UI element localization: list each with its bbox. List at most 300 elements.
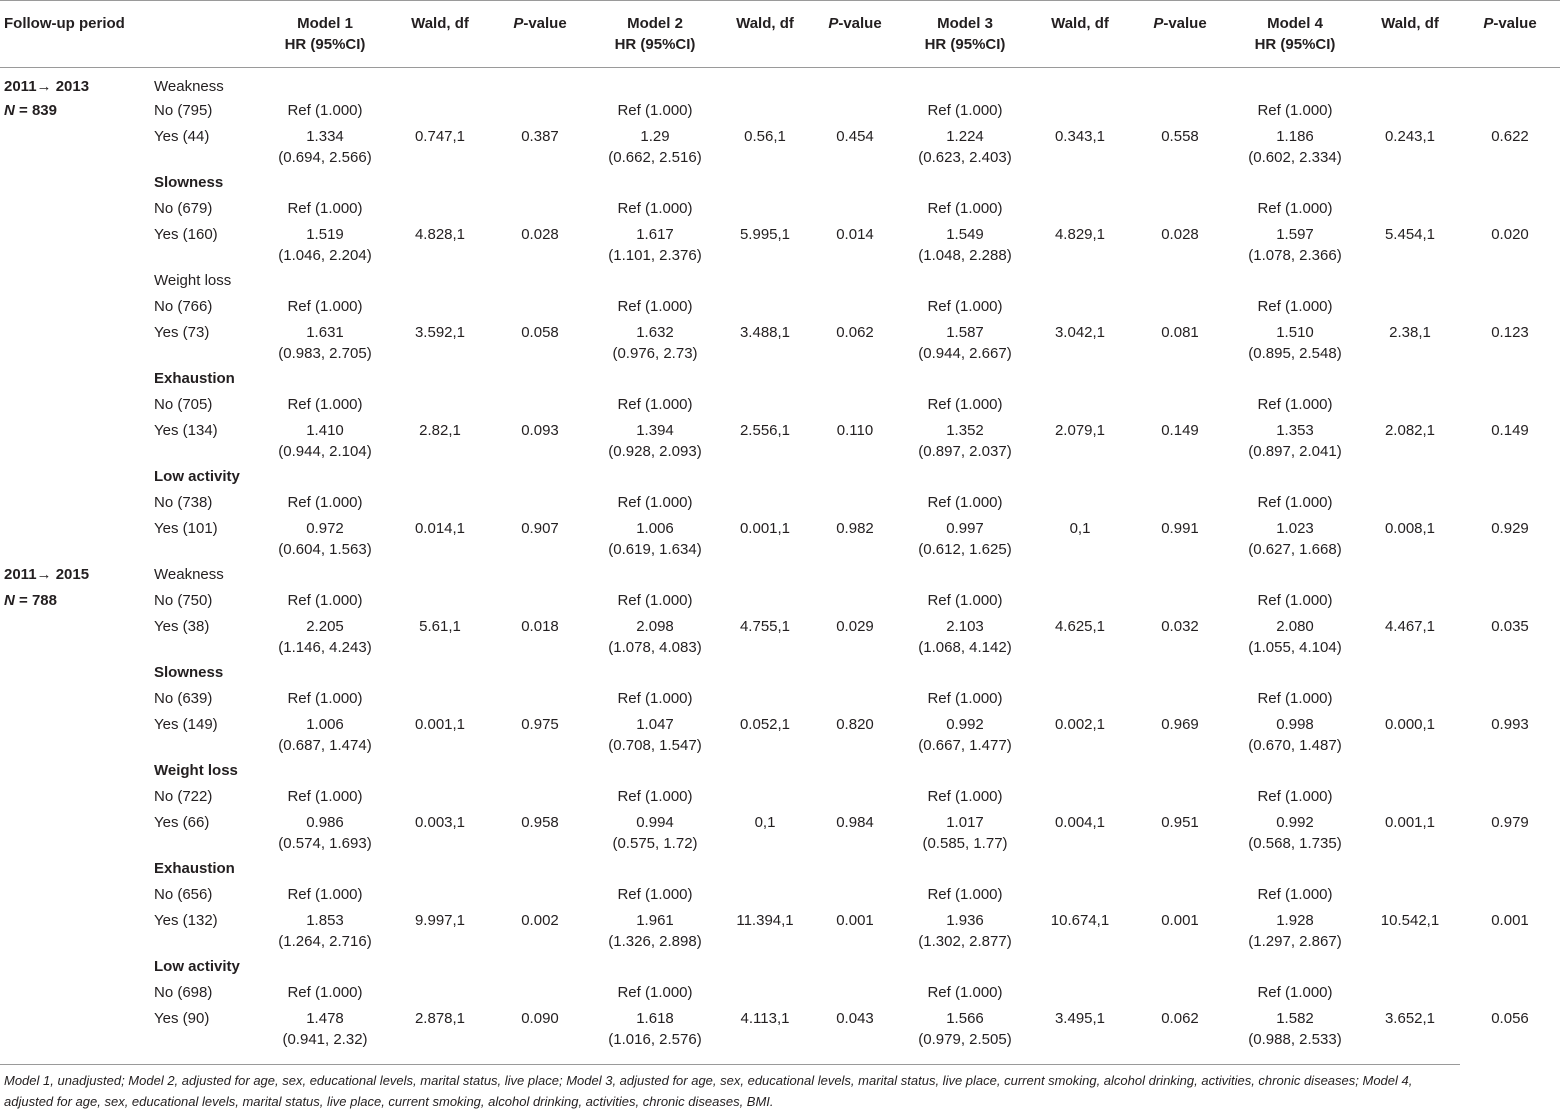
wald-value: 0.003,1 [414,814,466,831]
empty-cell [590,68,720,101]
empty-cell [1460,590,1560,616]
ref-value: Ref (1.000) [617,396,693,413]
ci-value: (1.101, 2.376) [608,247,702,264]
ref-row [0,100,1560,126]
hr-cell [260,322,390,368]
empty-cell [720,296,810,322]
wald-value: 2.38,1 [1389,324,1431,341]
p-value: 0.018 [521,618,559,635]
hr-value: 1.566 [946,1010,984,1027]
empty-cell [810,198,900,224]
hr-value: 0.972 [306,520,344,537]
empty-cell [720,590,810,616]
ci-value: (0.687, 1.474) [278,737,372,754]
ci-value: (0.988, 2.533) [1248,1031,1342,1048]
wald-value: 5.61,1 [419,618,461,635]
ci-value: (0.976, 2.73) [612,345,698,362]
ref-value: Ref (1.000) [287,396,363,413]
empty-cell [810,760,900,786]
footnote: Model 1, unadjusted; Model 2, adjusted for age, sex, educational levels, marital status, live place; Model 3, adjusted for age, sex, educational levels, marital status, live place, current smoking, alcohol drinking, activities, chronic diseases; Model 4, adjusted for age, sex, educational levels, marital status, live place, current smoking, alcohol drinking, activities, chronic diseases, BMI. [4,1073,1413,1109]
empty-cell [1230,858,1360,884]
trait-name: Exhaustion [154,860,235,877]
wald-value: 0.002,1 [1054,716,1106,733]
empty-cell [1130,858,1230,884]
empty-cell [390,956,490,982]
p-value: 0.002 [521,912,559,929]
period-label: 2011→ 2015 [4,566,90,583]
empty-cell [1230,760,1360,786]
empty-cell [810,394,900,420]
empty-cell [1460,858,1560,884]
hr-value: 1.023 [1276,520,1314,537]
hr-cell [1230,518,1360,564]
p-italic: P [513,15,524,32]
ref-value: Ref (1.000) [1257,396,1333,413]
empty-cell [490,662,590,688]
empty-cell [490,100,590,126]
hr-value: 2.080 [1276,618,1314,635]
model-1-name: Model 1 [297,15,353,32]
hr-value: 0.997 [946,520,984,537]
ci-value: (1.046, 2.204) [278,247,372,264]
hr-cell [590,322,720,368]
empty-cell [720,786,810,812]
empty-cell [1360,564,1460,590]
trait-row [0,956,1560,982]
empty-cell [1030,760,1130,786]
wald-value: 4.467,1 [1384,618,1436,635]
hr-value: 1.006 [306,716,344,733]
empty-cell [1460,956,1560,982]
empty-cell [1460,760,1560,786]
hr-cell [900,616,1030,662]
p-value: 0.929 [1491,520,1529,537]
hr-value: 2.103 [946,618,984,635]
hr-value: 1.617 [636,226,674,243]
ci-value: (0.944, 2.667) [918,345,1012,362]
wald-value: 4.755,1 [739,618,791,635]
trait-row [0,760,1560,786]
p-italic: P [1483,15,1494,32]
trait-row [0,662,1560,688]
hr-cell [1230,1008,1360,1054]
yes-label: Yes (149) [154,716,218,733]
p-value: 0.090 [521,1010,559,1027]
p-value: 0.387 [521,128,559,145]
empty-cell [900,270,1030,296]
empty-cell [1030,492,1130,518]
yes-row [0,420,1560,466]
empty-cell [590,270,720,296]
wald-value: 0.56,1 [744,128,786,145]
empty-cell [1130,688,1230,714]
yes-row [0,224,1560,270]
yes-row [0,616,1560,662]
empty-cell [720,492,810,518]
wald-value: 3.495,1 [1054,1010,1106,1027]
ref-value: Ref (1.000) [617,690,693,707]
p-value: 0.001 [1491,912,1529,929]
trait-row [0,172,1560,198]
p-value: 0.028 [521,226,559,243]
hr-value: 1.224 [946,128,984,145]
empty-cell [260,564,390,590]
hr-value: 1.29 [640,128,670,145]
model-4-name: Model 4 [1267,15,1323,32]
empty-cell [810,270,900,296]
hr-cell [1230,126,1360,172]
wald-value: 5.995,1 [739,226,791,243]
yes-label: Yes (160) [154,226,218,243]
empty-cell [0,910,150,956]
empty-cell [720,394,810,420]
ref-value: Ref (1.000) [927,984,1003,1001]
wald-value: 3.652,1 [1384,1010,1436,1027]
empty-cell [720,858,810,884]
hr-cell [590,420,720,466]
ci-value: (0.694, 2.566) [278,149,372,166]
ref-row [0,394,1560,420]
empty-cell [1130,466,1230,492]
empty-cell [1460,466,1560,492]
period-cell [0,68,150,101]
wald-value: 0.052,1 [739,716,791,733]
p-value: 0.043 [836,1010,874,1027]
empty-cell [1460,564,1560,590]
ref-value: Ref (1.000) [287,690,363,707]
hr-value: 1.936 [946,912,984,929]
wald-value: 0.008,1 [1384,520,1436,537]
trait-name: Exhaustion [154,370,235,387]
empty-cell [1130,590,1230,616]
yes-row [0,714,1560,760]
trait-row [0,564,1560,590]
ref-value: Ref (1.000) [617,298,693,315]
hr-value: 1.334 [306,128,344,145]
hr-value: 1.928 [1276,912,1314,929]
empty-cell [1030,466,1130,492]
empty-cell [810,786,900,812]
empty-cell [900,564,1030,590]
empty-cell [390,68,490,101]
ref-value: Ref (1.000) [1257,592,1333,609]
empty-cell [1230,956,1360,982]
yes-label: Yes (73) [154,324,210,341]
empty-cell [490,760,590,786]
ref-value: Ref (1.000) [287,494,363,511]
hr-value: 1.410 [306,422,344,439]
n-cell [0,688,150,714]
header-p-1 [490,1,590,68]
empty-cell [1230,172,1360,198]
hr-cell [590,518,720,564]
hr-cell [260,518,390,564]
empty-cell [1360,760,1460,786]
wald-value: 0.001,1 [1384,814,1436,831]
model-3-sub: HR (95%CI) [924,36,1006,53]
empty-cell [720,982,810,1008]
empty-cell [260,858,390,884]
yes-row [0,518,1560,564]
n-cell [0,590,150,616]
empty-cell [1030,172,1130,198]
hr-value: 1.519 [306,226,344,243]
empty-cell [1360,786,1460,812]
empty-cell [1360,884,1460,910]
empty-cell [1360,466,1460,492]
empty-cell [1230,368,1360,394]
empty-cell [390,564,490,590]
ref-value: Ref (1.000) [617,592,693,609]
empty-cell [810,368,900,394]
empty-cell [260,760,390,786]
empty-cell [490,68,590,101]
ref-value: Ref (1.000) [287,788,363,805]
ref-value: Ref (1.000) [287,298,363,315]
empty-cell [0,322,150,368]
period-cell [0,172,150,198]
p-value: 0.958 [521,814,559,831]
p-value: 0.982 [836,520,874,537]
p-value: 0.056 [1491,1010,1529,1027]
empty-cell [810,662,900,688]
yes-label: Yes (134) [154,422,218,439]
empty-cell [1130,786,1230,812]
hr-cell [1230,812,1360,858]
empty-cell [590,662,720,688]
header-blank [150,1,260,68]
hr-value: 2.205 [306,618,344,635]
empty-cell [1030,688,1130,714]
wald-value: 0.001,1 [739,520,791,537]
ref-value: Ref (1.000) [1257,690,1333,707]
p-value: 0.081 [1161,324,1199,341]
hr-value: 0.992 [946,716,984,733]
ci-value: (0.612, 1.625) [918,541,1012,558]
ci-value: (1.302, 2.877) [918,933,1012,950]
trait-name: Slowness [154,664,224,681]
empty-cell [390,296,490,322]
empty-cell [490,492,590,518]
ci-value: (1.048, 2.288) [918,247,1012,264]
hr-cell [590,910,720,956]
empty-cell [1030,786,1130,812]
empty-cell [390,662,490,688]
hr-value: 1.353 [1276,422,1314,439]
empty-cell [1130,492,1230,518]
wald-value: 4.113,1 [740,1010,790,1027]
yes-label: Yes (132) [154,912,218,929]
ref-value: Ref (1.000) [1257,886,1333,903]
empty-cell [490,688,590,714]
ref-value: Ref (1.000) [287,200,363,217]
wald-value: 3.042,1 [1054,324,1106,341]
empty-cell [390,858,490,884]
empty-cell [1130,760,1230,786]
empty-cell [0,224,150,270]
hr-value: 0.994 [636,814,674,831]
hr-value: 1.587 [946,324,984,341]
header-wald-4: Wald, df [1381,15,1439,32]
empty-cell [390,270,490,296]
hr-cell [260,616,390,662]
wald-value: 10.542,1 [1380,912,1440,929]
ci-value: (0.619, 1.634) [608,541,702,558]
wald-value: 10.674,1 [1050,912,1110,929]
trait-name: Low activity [154,958,240,975]
wald-value: 0.343,1 [1054,128,1106,145]
empty-cell [1030,368,1130,394]
model-1-sub: HR (95%CI) [284,36,366,53]
empty-cell [810,296,900,322]
hr-cell [590,224,720,270]
n-cell [0,492,150,518]
hr-cell [590,714,720,760]
ref-value: Ref (1.000) [927,690,1003,707]
p-value: 0.032 [1161,618,1199,635]
wald-value: 0,1 [754,814,776,831]
p-value: 0.454 [836,128,874,145]
ref-value: Ref (1.000) [617,788,693,805]
p-value: 0.020 [1491,226,1529,243]
ref-value: Ref (1.000) [927,298,1003,315]
p-value: 0.558 [1161,128,1199,145]
ci-value: (0.623, 2.403) [918,149,1012,166]
empty-cell [1360,858,1460,884]
ci-value: (0.667, 1.477) [918,737,1012,754]
wald-value: 0,1 [1069,520,1091,537]
wald-value: 0.747,1 [414,128,466,145]
period-cell [0,662,150,688]
p-value: 0.028 [1161,226,1199,243]
empty-cell [1130,368,1230,394]
empty-cell [900,760,1030,786]
empty-cell [590,956,720,982]
ci-value: (1.326, 2.898) [608,933,702,950]
empty-cell [1130,394,1230,420]
empty-cell [390,466,490,492]
ci-value: (1.068, 4.142) [918,639,1012,656]
empty-cell [390,368,490,394]
hr-cell [1230,322,1360,368]
empty-cell [720,688,810,714]
n-cell [0,982,150,1008]
empty-cell [260,466,390,492]
n-cell [0,198,150,224]
trait-row [0,368,1560,394]
hr-cell [1230,224,1360,270]
period-label: 2011→ 2013 [4,78,90,95]
ci-value: (0.568, 1.735) [1248,835,1342,852]
p-value: 0.035 [1491,618,1529,635]
wald-value: 4.828,1 [414,226,466,243]
empty-cell [1230,564,1360,590]
hr-value: 0.992 [1276,814,1314,831]
empty-cell [1030,662,1130,688]
empty-cell [1460,492,1560,518]
hr-cell [590,1008,720,1054]
wald-value: 11.394,1 [736,912,794,929]
hr-value: 0.998 [1276,716,1314,733]
empty-cell [1130,982,1230,1008]
empty-cell [1130,270,1230,296]
hr-value: 1.510 [1276,324,1314,341]
n-cell [0,786,150,812]
empty-cell [1360,492,1460,518]
no-label: No (738) [154,494,213,511]
n-cell [0,100,150,126]
hr-cell [260,910,390,956]
ref-row [0,786,1560,812]
empty-cell [390,786,490,812]
hr-cell [260,224,390,270]
model-4-sub: HR (95%CI) [1254,36,1336,53]
hr-value: 1.961 [636,912,674,929]
ci-value: (0.585, 1.77) [922,835,1008,852]
ref-value: Ref (1.000) [927,494,1003,511]
wald-value: 4.625,1 [1054,618,1106,635]
ci-value: (0.662, 2.516) [608,149,702,166]
empty-cell [390,884,490,910]
wald-value: 2.082,1 [1384,422,1436,439]
ref-row [0,198,1560,224]
header-p-3 [1130,1,1230,68]
empty-cell [1360,198,1460,224]
header-model-3 [900,1,1030,68]
bottom-rule [0,1064,1460,1065]
header-model-4 [1230,1,1360,68]
no-label: No (656) [154,886,213,903]
empty-cell [1030,100,1130,126]
period-cell [0,270,150,296]
empty-cell [720,270,810,296]
ci-value: (1.297, 2.867) [1248,933,1342,950]
p-rest: -value [1163,15,1207,32]
yes-row [0,910,1560,956]
p-italic: P [828,15,839,32]
empty-cell [1360,956,1460,982]
wald-value: 0.243,1 [1384,128,1436,145]
ci-value: (0.897, 2.037) [918,443,1012,460]
p-value: 0.001 [836,912,874,929]
hr-value: 1.631 [306,324,344,341]
empty-cell [390,760,490,786]
hr-cell [1230,420,1360,466]
empty-cell [490,394,590,420]
empty-cell [720,662,810,688]
ref-value: Ref (1.000) [927,396,1003,413]
trait-name: Low activity [154,468,240,485]
trait-name: Weakness [154,78,224,95]
empty-cell [900,68,1030,101]
hr-cell [900,714,1030,760]
hr-value: 1.632 [636,324,674,341]
p-value: 0.149 [1161,422,1199,439]
hr-value: 1.582 [1276,1010,1314,1027]
yes-row [0,1008,1560,1054]
p-value: 0.991 [1161,520,1199,537]
p-value: 0.093 [521,422,559,439]
empty-cell [810,956,900,982]
wald-value: 2.079,1 [1054,422,1106,439]
ref-value: Ref (1.000) [617,886,693,903]
hr-cell [590,616,720,662]
empty-cell [810,590,900,616]
ref-value: Ref (1.000) [1257,102,1333,119]
period-cell [0,858,150,884]
empty-cell [260,172,390,198]
wald-value: 3.592,1 [414,324,466,341]
